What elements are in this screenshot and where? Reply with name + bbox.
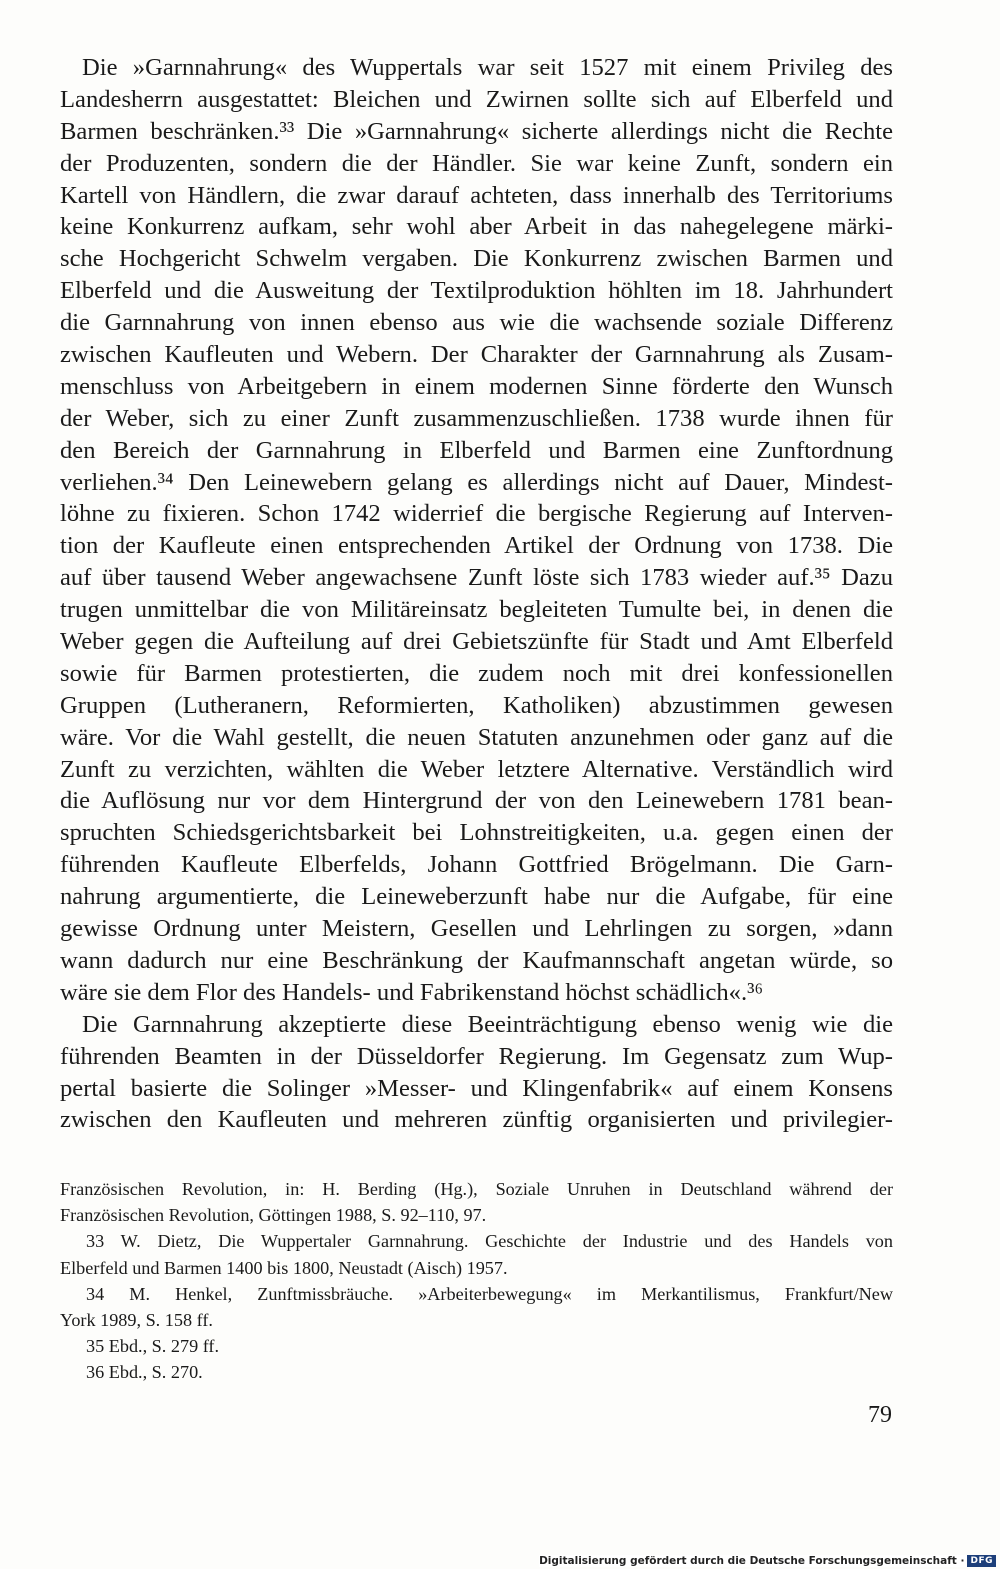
page-number: 79 — [868, 1402, 892, 1428]
text-line: zwischen den Kaufleuten und mehreren zünftig organisierten und privilegier- — [60, 1106, 893, 1134]
text-line: Gruppen (Lutheranern, Reformierten, Katholiken) abzustimmen gewesen — [60, 691, 893, 719]
text-line: menschluss von Arbeitgebern in einem modernen Sinne förderte den Wunsch — [60, 372, 893, 400]
text-line: wäre. Vor die Wahl gestellt, die neuen Statuten anzunehmen oder ganz auf die — [60, 723, 893, 751]
text-line: tion der Kaufleute einen entsprechenden Artikel der Ordnung von 1738. Die — [60, 532, 893, 560]
footnote-line: 36 Ebd., S. 270. — [86, 1362, 203, 1383]
footnote-line: Elberfeld und Barmen 1400 bis 1800, Neustadt (Aisch) 1957. — [60, 1257, 508, 1278]
text-line: Weber gegen die Aufteilung auf drei Gebietszünfte für Stadt und Amt Elberfeld — [60, 628, 893, 656]
text-line: Barmen beschränken.³³ Die »Garnnahrung« sicherte allerdings nicht die Rechte — [60, 117, 893, 145]
digitization-credit — [539, 1555, 996, 1567]
footnote-line: 35 Ebd., S. 279 ff. — [86, 1336, 220, 1357]
text-line: sche Hochgericht Schwelm vergaben. Die Konkurrenz zwischen Barmen und — [60, 245, 893, 273]
text-line: Kartell von Händlern, die zwar darauf achteten, dass innerhalb des Territoriums — [60, 181, 893, 209]
text-line: trugen unmittelbar die von Militäreinsatz begleiteten Tumulte bei, in denen die — [60, 596, 893, 624]
footnote-line: 34 M. Henkel, Zunftmissbräuche. »Arbeiterbewegung« im Merkantilismus, Frankfurt/New — [86, 1283, 893, 1304]
text-line: Elberfeld und die Ausweitung der Textilproduktion höhlten im 18. Jahrhundert — [60, 277, 893, 305]
text-line: sowie für Barmen protestierten, die zudem noch mit drei konfessionellen — [60, 659, 893, 687]
text-line: die Garnnahrung von innen ebenso aus wie die wachsende soziale Differenz — [60, 309, 893, 337]
text-line: Landesherrn ausgestattet: Bleichen und Zwirnen sollte sich auf Elberfeld und — [60, 85, 893, 113]
text-line: verliehen.³⁴ Den Leinewebern gelang es allerdings nicht auf Dauer, Mindest- — [60, 468, 893, 496]
footnotes — [60, 1176, 893, 1386]
text-line: Die »Garnnahrung« des Wuppertals war seit 1527 mit einem Privileg des — [82, 54, 893, 81]
text-line: zwischen Kaufleuten und Webern. Der Charakter der Garnnahrung als Zusam- — [60, 341, 893, 369]
footnote-line: Französischen Revolution, in: H. Berding (Hg.), Soziale Unruhen in Deutschland während der — [60, 1179, 893, 1199]
text-line: wann dadurch nur eine Beschränkung der Kaufmannschaft angetan würde, so — [60, 946, 893, 974]
text-line: keine Konkurrenz aufkam, sehr wohl aber Arbeit in das nahegelegene märki- — [60, 213, 893, 241]
main-text — [60, 52, 893, 1136]
text-line: nahrung argumentierte, die Leineweberzunft habe nur die Aufgabe, für eine — [60, 883, 893, 911]
text-line: Die Garnnahrung akzeptierte diese Beeinträchtigung ebenso wenig wie die — [82, 1010, 893, 1038]
text-line: führenden Kaufleute Elberfelds, Johann Gottfried Brögelmann. Die Garn- — [60, 851, 893, 879]
text-line: die Auflösung nur vor dem Hintergrund der von den Leinewebern 1781 bean- — [60, 787, 893, 815]
footnote-line: 33 W. Dietz, Die Wuppertaler Garnnahrung. Geschichte der Industrie und des Handels von — [86, 1231, 893, 1252]
text-line: wäre sie dem Flor des Handels- und Fabrikenstand höchst schädlich«.³⁶ — [60, 978, 764, 1006]
text-line: spruchten Schiedsgerichtsbarkeit bei Lohnstreitigkeiten, u.a. gegen einen der — [60, 819, 893, 847]
text-line: gewisse Ordnung unter Meistern, Gesellen und Lehrlingen zu sorgen, »dann — [60, 915, 893, 943]
text-line: der Weber, sich zu einer Zunft zusammenzuschließen. 1738 wurde ihnen für — [60, 404, 893, 432]
footnote-line: York 1989, S. 158 ff. — [60, 1309, 213, 1330]
text-line: führenden Beamten in der Düsseldorfer Regierung. Im Gegensatz zum Wup- — [60, 1042, 893, 1070]
dfg-logo-icon: DFG — [967, 1555, 996, 1567]
text-line: löhne zu fixieren. Schon 1742 widerrief die bergische Regierung auf Interven- — [60, 500, 893, 528]
footnote-line: Französischen Revolution, Göttingen 1988, S. 92–110, 97. — [60, 1205, 487, 1226]
text-line: pertal basierte die Solinger »Messer- und Klingenfabrik« auf einem Konsens — [60, 1074, 893, 1102]
text-line: Zunft zu verzichten, wählten die Weber letztere Alternative. Verständlich wird — [60, 755, 893, 783]
text-line: der Produzenten, sondern die der Händler. Sie war keine Zunft, sondern ein — [60, 149, 893, 177]
credit-text: Digitalisierung gefördert durch die Deutsche Forschungsgemeinschaft · — [539, 1555, 965, 1567]
text-line: den Bereich der Garnnahrung in Elberfeld und Barmen eine Zunftordnung — [60, 436, 893, 464]
text-line: auf über tausend Weber angewachsene Zunft löste sich 1783 wieder auf.³⁵ Dazu — [60, 564, 893, 592]
